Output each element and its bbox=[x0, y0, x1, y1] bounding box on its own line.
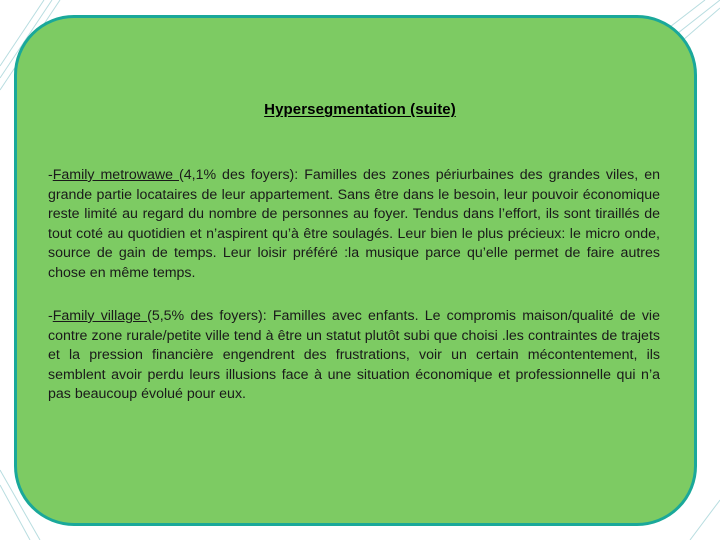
segment-description-metrowawe: (4,1% des foyers): Familles des zones périurbaines des grandes viles, en grande partie locataires de leur appartement. Sans être dans le besoin, leur pouvoir économique reste limité au regard du nombre de personnes au foyer. Tendus dans l’effort, ils sont tiraillés de tout coté au quotidien et n’aspirent qu’à être soulagés. Leur bien le plus précieux: le micro onde, source de gain de temps. Leur loisir préféré :la musique parce qu’elle permet de faire autres chose en même temps. bbox=[48, 167, 660, 281]
segment-paragraph-metrowawe bbox=[48, 166, 660, 283]
slide-title bbox=[0, 101, 720, 118]
segment-description-village: (5,5% des foyers): Familles avec enfants. Le compromis maison/qualité de vie contre zone rurale/petite ville tend à être un statut plutôt subi que choisi .les contraintes de trajets et la pression financière engendrent des frustrations, voir un certain mécontentement, ils semblent avoir perdu leurs illusions face à une situation économique et professionnelle qui n’a pas beaucoup évolué pour eux. bbox=[48, 308, 660, 402]
slide-title-text: Hypersegmentation (suite) bbox=[264, 101, 456, 118]
paragraph-prefix: - bbox=[48, 308, 53, 324]
paragraph-prefix: - bbox=[48, 167, 53, 183]
segment-paragraph-village bbox=[48, 307, 660, 405]
segment-name-village: Family village bbox=[52, 308, 148, 324]
segment-name-metrowawe: Family metrowawe bbox=[52, 167, 180, 183]
